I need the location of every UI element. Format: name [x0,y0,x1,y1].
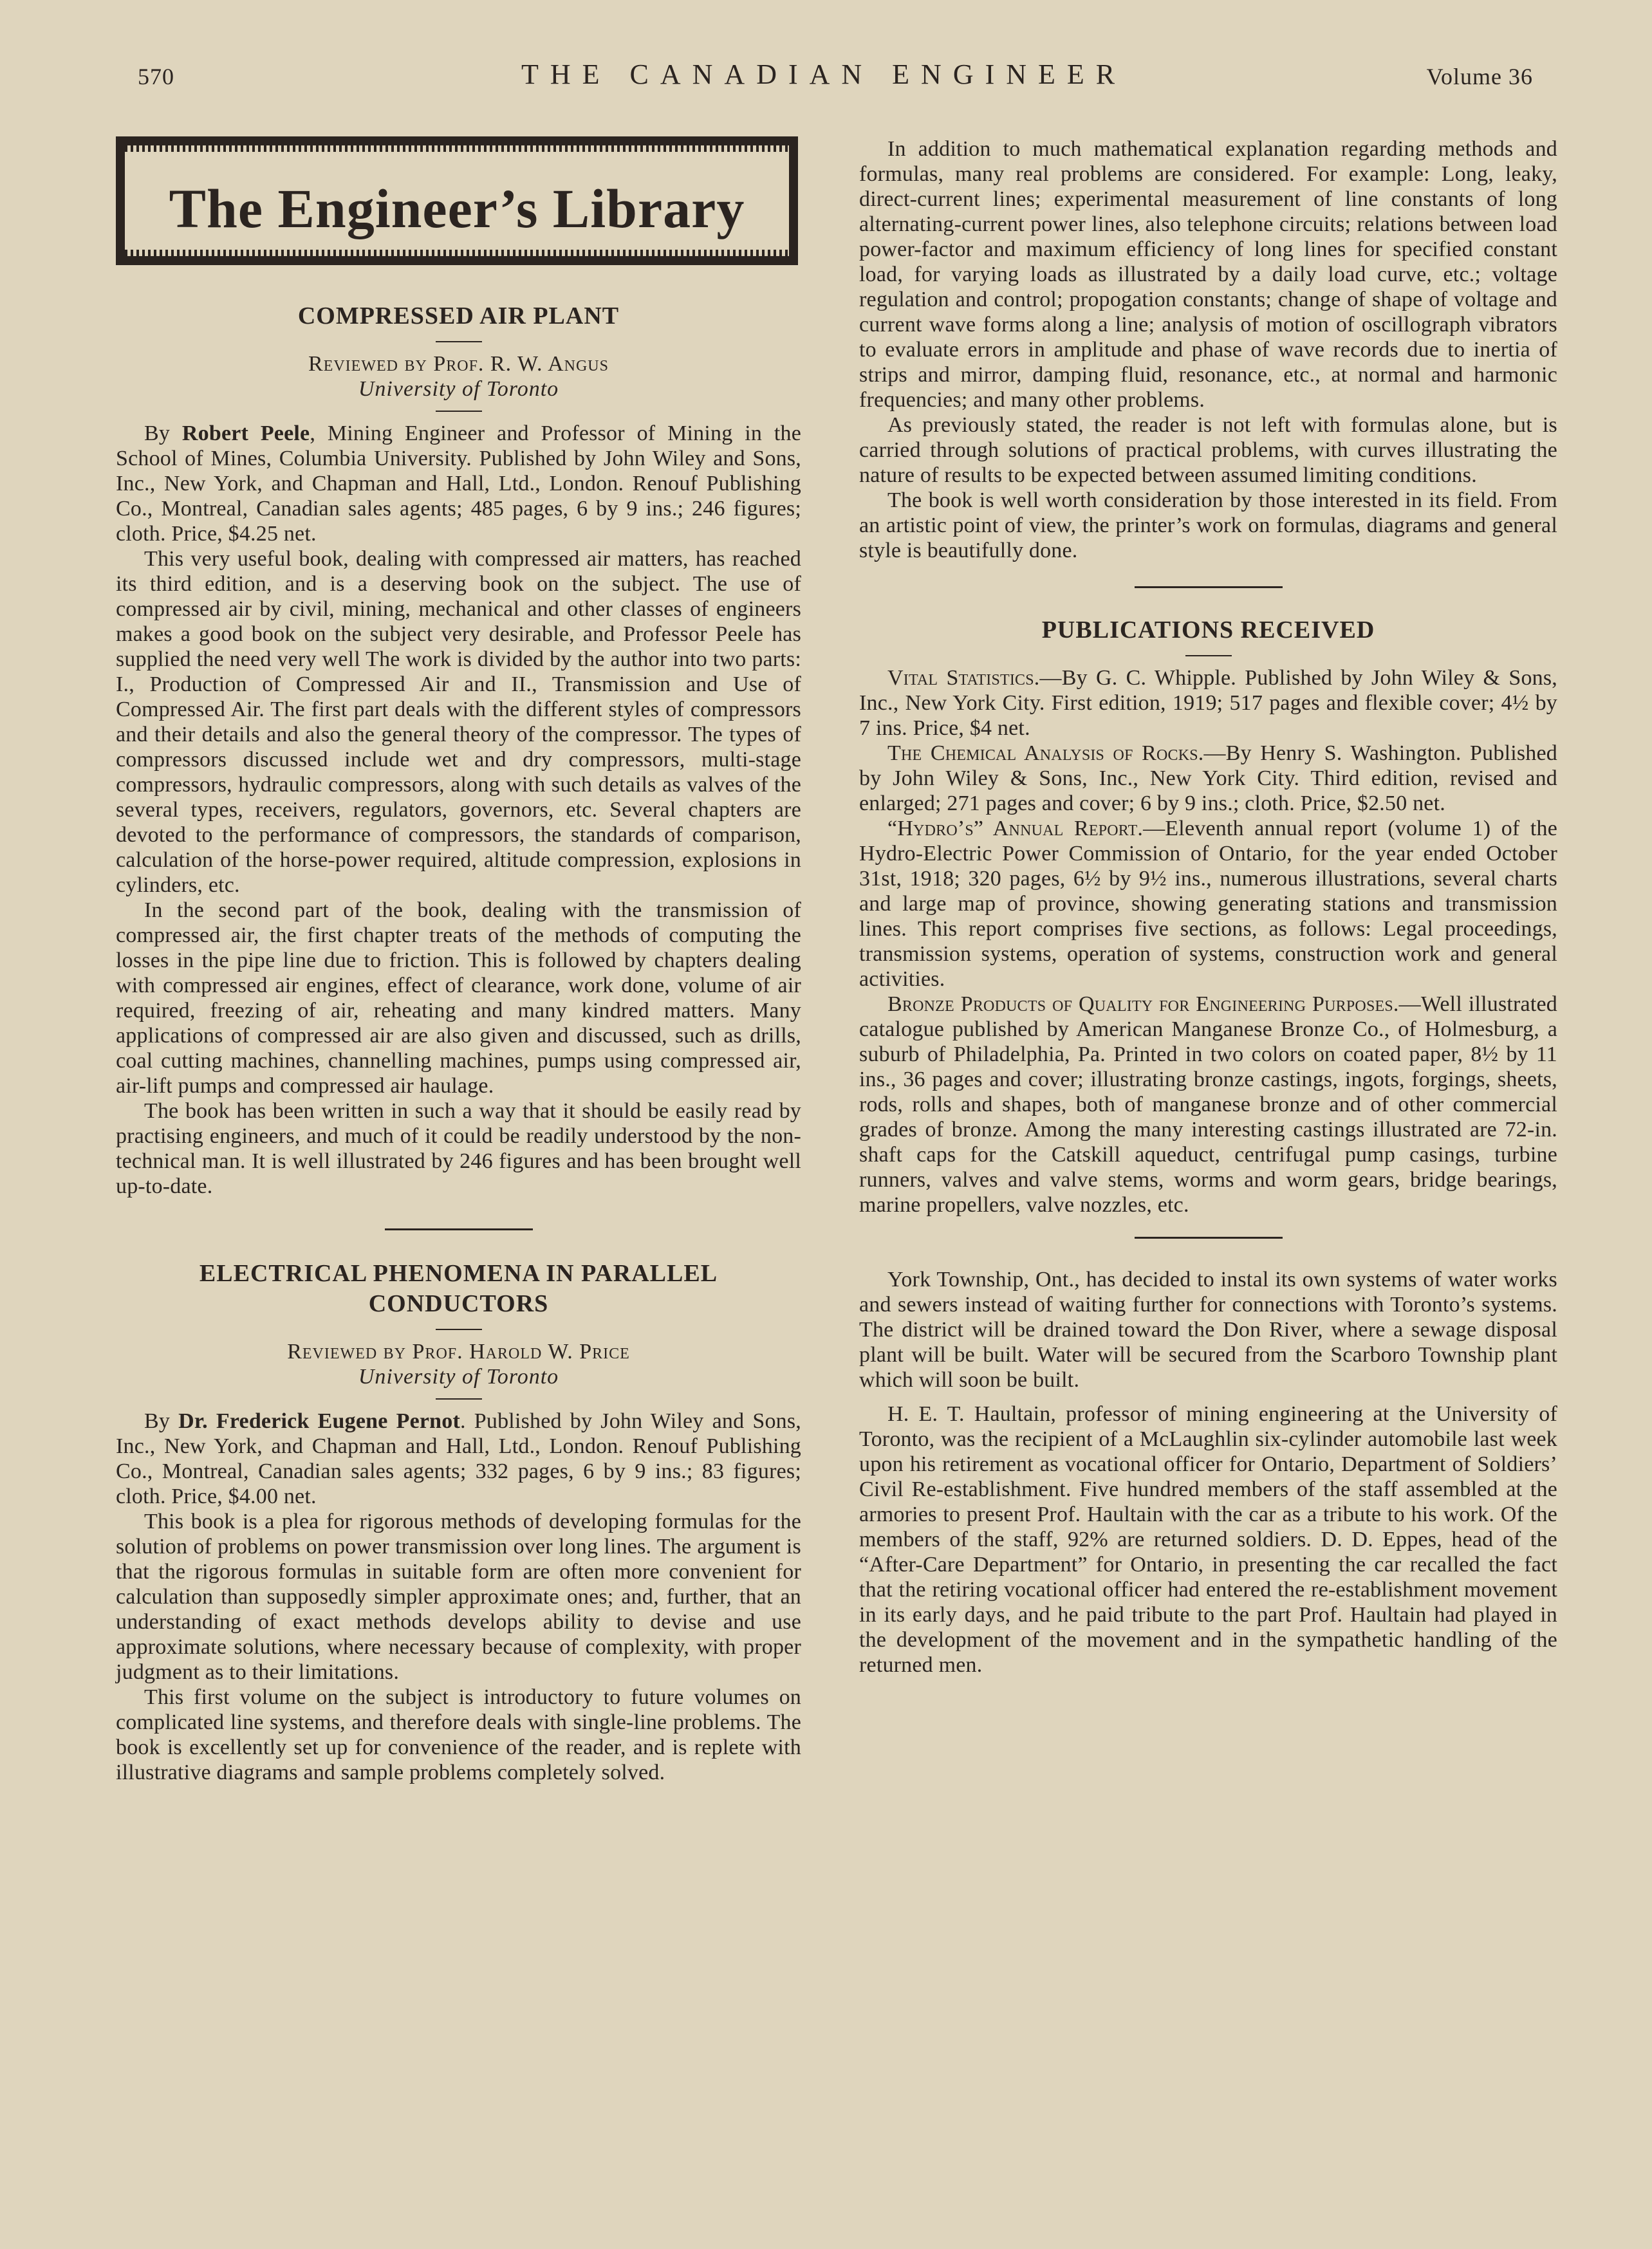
section-divider [385,1228,533,1230]
reviewer-line: Reviewed by Prof. Harold W. Price [287,1339,630,1364]
reviewer-affiliation: University of Toronto [358,376,559,401]
text-run: . Published by John Wiley and Sons, Inc., New York, and Chapman and Hall, Ltd., London. Renouf Publishing Co., Montreal, Canadian sales agents; 332 pages, 6 by 9 ins.; 83 figures; cloth. Price, $4.00 net. [116,1409,802,1508]
publication-entry [859,992,1557,1217]
publication-title: Bronze Products of Quality for Engineering Purposes. [887,992,1399,1016]
left-column [116,136,801,1785]
publications-heading: PUBLICATIONS RECEIVED [1041,616,1375,643]
masthead-box [116,136,798,265]
review-paragraph: In the second part of the book, dealing with the transmission of compressed air, the first chapter treats of the methods of computing the losses in the pipe line due to friction. This is followed by chapters dealing with compressed air engines, effect of clearance, work done, volume of air required, freezing of air, reheating and many kindred matters. Many applications of compressed air are also given and discussed, such as drills, coal cutting machines, channelling machines, pumps using compressed air, air-lift pumps and compressed air haulage. [116,898,801,1098]
review-paragraph: This first volume on the subject is introductory to future volumes on complicated line systems, and therefore deals with single-line problems. The book is excellently set up for convenience of the reader, and is replete with illustrative diagrams and sample problems completely solved. [116,1685,801,1784]
review-heading-electrical [116,1259,801,1320]
review-paragraph: In addition to much mathematical explanation regarding methods and formulas, many real problems are considered. For example: Long, leaky, direct-current lines; experimental measurement of line constants of long alternating-current power lines, also telephone circuits; relations between load power-factor and maximum efficiency of long lines for specified constant load, for varying loads as illustrated by a daily load curve, etc.; voltage regulation and control; propogation constants; change of shape of voltage and current wave forms along a line; analysis of motion of oscillograph vibrators to evaluate errors in amplitude and phase of wave records due to inertia of strips and mirror, damping fluid, resonance, etc., at normal and harmonic frequencies; and many other problems. [859,137,1557,412]
divider [1185,655,1232,656]
news-paragraph: H. E. T. Haultain, professor of mining engineering at the University of Toronto, was the recipient of a McLaughlin six-cylinder automobile last week upon his retirement as vocational officer for Ontario, Department of Soldiers’ Civil Re-establishment. Five hundred members of the staff assembled at the armories to present Prof. Haultain with the car as a tribute to his work. Of the members of the staff, 92% are returned soldiers. D. D. Eppes, head of the “After-Care Department” for Ontario, in presenting the car recalled the fact that the retiring vocational officer had entered the re-establishment movement in its early days, and he paid tribute to the part Prof. Haultain had played in the development of the movement and in the sympathetic handling of the returned men. [859,1402,1557,1677]
author-name: Robert Peele [181,421,310,445]
review-paragraph [116,1409,801,1509]
text-run: , Mining Engineer and Professor of Mining in the School of Mines, Columbia University. Published by John Wiley and Sons, Inc., New York, and Chapman and Hall, Ltd., London. Renouf Publishing Co., Montreal, Canadian sales agents; 485 pages, 6 by 9 ins.; 246 figures; cloth. Price, $4.25 net. [116,421,801,546]
heading-line: CONDUCTORS [368,1290,549,1318]
publication-text: —Eleventh annual report (volume 1) of the Hydro-Electric Power Commission of Ontario, for the year ended October 31st, 1918; 320 pages, 6½ by 9½ ins., numerous illustrations, several charts and large map of province, showing generating stations and transmission lines. This report comprises five sections, as follows: Legal proceedings, transmission systems, operation of systems, construction work and general activities. [859,816,1558,991]
page-number: 570 [138,64,174,89]
publication-entry [859,741,1557,816]
text-run: By [144,421,182,445]
author-name: Dr. Frederick Eugene Pernot [178,1409,460,1433]
review-paragraph: As previously stated, the reader is not left with formulas alone, but is carried through solutions of practical problems, with curves illustrating the nature of results to be expected between assumed limiting conditions. [859,413,1557,487]
heading-line: ELECTRICAL PHENOMENA IN PARALLEL [199,1259,718,1287]
journal-title: THE CANADIAN ENGINEER [521,59,1127,90]
review-paragraph: The book has been written in such a way that it should be easily read by practising engineers, and much of it could be readily understood by the non-technical man. It is well illustrated by 246 figures and has been brought well up-to-date. [116,1098,801,1198]
divider [436,411,482,412]
review-heading-compressed-air: COMPRESSED AIR PLANT [297,302,620,329]
divider [436,1398,482,1400]
text-run: By [144,1409,179,1433]
reviewer-line: Reviewed by Prof. R. W. Angus [308,351,609,376]
publication-title: The Chemical Analysis of Rocks. [887,741,1204,765]
publication-text: —By G. C. Whipple. Published by John Wiley & Sons, Inc., New York City. First edition, 1919; 517 pages and flexible cover; 4½ by 7 ins. Price, $4 net. [859,665,1557,740]
publication-entry [859,816,1557,992]
reviewer-affiliation: University of Toronto [358,1364,559,1389]
publication-text: —By Henry S. Washington. Published by John Wiley & Sons, Inc., New York City. Third edition, revised and enlarged; 271 pages and cover; 6 by 9 ins.; cloth. Price, $2.50 net. [859,741,1557,815]
review-paragraph: The book is well worth consideration by those interested in its field. From an artistic point of view, the printer’s work on formulas, diagrams and general style is beautifully done. [859,488,1557,562]
review-paragraph: This very useful book, dealing with compressed air matters, has reached its third edition, and is a deserving book on the subject. The use of compressed air by civil, mining, mechanical and other classes of engineers makes a good book on the subject very desirable, and Professor Peele has supplied the need very well The work is divided by the author into two parts: I., Production of Compressed Air and II., Transmission and Use of Compressed Air. The first part deals with the different styles of compressors and their details and also the general theory of the compressor. The types of compressors discussed include wet and dry compressors, multi-stage compressors, hydraulic compressors, along with such details as valves of the several types, receivers, regulators, governors, etc. Several chapters are devoted to the performance of compressors, the standards of comparison, calculation of the horse-power required, altitude compression, explosions in cylinders, etc. [116,546,801,897]
right-column [859,136,1557,1678]
review-paragraph [116,421,801,546]
publication-title: Vital Statistics. [887,665,1040,690]
divider [436,1329,482,1330]
masthead-title: The Engineer’s Library [169,178,745,239]
divider [436,341,482,342]
publication-title: “Hydro’s” Annual Report. [887,816,1144,840]
section-divider [1135,586,1283,588]
news-paragraph: York Township, Ont., has decided to instal its own systems of water works and sewers instead of waiting further for connections with Toronto’s systems. The district will be drained toward the Don River, where a sewage disposal plant will be built. Water will be secured from the Scarboro Township plant which will soon be built. [859,1267,1557,1392]
publication-text: —Well illustrated catalogue published by American Manganese Bronze Co., of Holmesburg, a suburb of Philadelphia, Pa. Printed in two colors on coated paper, 8½ by 11 ins., 36 pages and cover; illustrating bronze castings, ingots, forgings, sheets, rods, rolls and shapes, both of manganese bronze and of other commercial grades of bronze. Among the many interesting castings illustrated are 72-in. shaft caps for the Catskill aqueduct, centrifugal pump casings, turbine runners, valves and valve stems, worms and worm gears, bridge bearings, marine propellers, valve nozzles, etc. [859,992,1557,1217]
review-paragraph: This book is a plea for rigorous methods of developing formulas for the solution of problems on power transmission over long lines. The argument is that the rigorous formulas in suitable form are often more convenient for calculation than supposedly simpler approximate ones; and, further, that an understanding of exact methods develops ability to devise and use approximate solutions, where necessary because of complexity, with proper judgment as to their limitations. [116,1509,801,1684]
volume-label: Volume 36 [1426,64,1533,89]
section-divider [1135,1237,1283,1239]
publication-entry [859,665,1557,741]
